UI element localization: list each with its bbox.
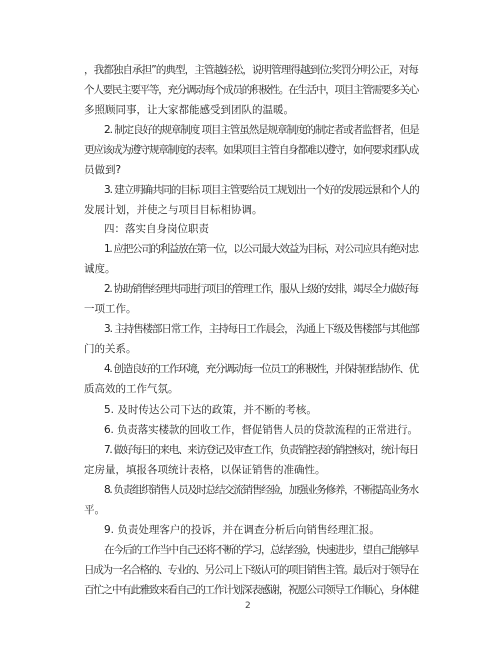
- section-heading: 四：落实自身岗位职责: [104, 223, 209, 235]
- text-line: 员做到?: [84, 164, 122, 176]
- text-line: 1. 应把公司的利益放在第一位，以公司最大效益为目标，对公司应具有绝对忠: [104, 243, 418, 255]
- text-line: 2. 协助销售经理共同进行项目的管理工作，服从上级的安排，竭尽全力做好每: [104, 283, 418, 295]
- text-line: 一项工作。: [84, 303, 137, 315]
- text-line: 6. 负责落实楼款的回收工作，督促销售人员的贷款流程的正常进行。: [104, 424, 418, 436]
- text-line: 多照顾同事，让大家都能感受到团队的温暖。: [84, 104, 294, 116]
- text-line: 7. 做好每日的来电、来访登记及审查工作，负责销控表的销控核对，统计每日: [104, 444, 418, 456]
- text-line: 8. 负责组织销售人员及时总结交流销售经验，加强业务修养，不断提高业务水: [104, 484, 418, 496]
- text-line: 个人要民主要平等，充分调动每个成员的积极性。在生活中，项目主管需要多关心: [84, 84, 419, 96]
- text-line: 3. 主持售楼部日常工作，主持每日工作晨会， 沟通上下级及售楼部与其他部: [104, 323, 419, 335]
- text-line: 平。: [84, 504, 105, 516]
- text-line: 2. 制定良好的规章制度 项目主管虽然是规章制度的制定者或者监督者，但是: [104, 124, 419, 136]
- text-line: 发展计划，并使之与项目目标相协调。: [84, 204, 263, 216]
- text-line: 9. 负责处理客户的投诉，并在调查分析后向销售经理汇报。: [104, 524, 380, 536]
- text-line: 4. 创造良好的工作环境，充分调动每一位员工的积极性，并保持团结协作、优: [104, 363, 418, 375]
- page-number: 2: [245, 601, 251, 611]
- text-line: 百忙之中有此雅致来看自己的工作计划深表感谢，祝愿公司领导工作顺心，身体健: [84, 584, 419, 596]
- text-line: 诚度。: [84, 263, 116, 275]
- text-line: 定房量，填报各项统计表格，以保证销售的准确性。: [84, 464, 326, 476]
- text-line: 5. 及时传达公司下达的政策，并不断的考核。: [104, 404, 317, 416]
- text-line: 3. 建立明确共同的目标 项目主管要给员工规划出一个好的发展远景和个人的: [104, 184, 419, 196]
- text-line: ，我都独自承担”的典型，主管越轻松，说明管理得越到位;奖罚分明公正，对每: [84, 64, 418, 76]
- text-line: 更应该成为遵守规章制度的表率。如果项目主管自身都难以遵守，如何要求团队成: [84, 144, 419, 156]
- text-line: 质高效的工作气氛。: [84, 383, 179, 395]
- text-line: 日成为一名合格的、专业的、另公司上下级认可的项目销售主管。最后对于领导在: [84, 564, 419, 576]
- text-line: 门的关系。: [84, 343, 137, 355]
- text-line: 在今后的工作当中自己还将不断的学习，总结经验，快速进步，望自己能够早: [104, 544, 418, 556]
